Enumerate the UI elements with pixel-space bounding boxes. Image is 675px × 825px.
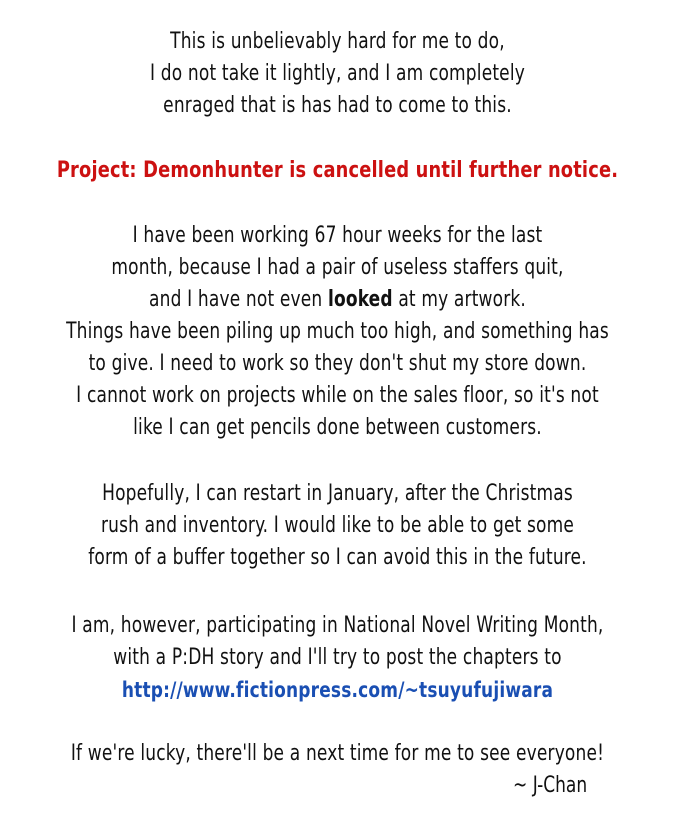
announcement-headline-block	[0, 155, 675, 187]
work-line-3	[47, 284, 628, 316]
work-line-5: to give. I need to work so they don't shut my store down.	[88, 351, 587, 376]
work-line-4: Things have been piling up much too high, and something has	[66, 319, 609, 344]
restart-paragraph	[0, 478, 675, 574]
work-paragraph	[0, 220, 675, 444]
work-line-2: month, because I had a pair of useless staffers quit,	[111, 255, 564, 280]
intro-line-3: enraged that is has had to come to this.	[163, 93, 512, 118]
nanowrimo-paragraph	[0, 610, 675, 706]
restart-line-1: Hopefully, I can restart in January, after the Christmas	[102, 481, 573, 506]
nanowrimo-line-1: I am, however, participating in National Novel Writing Month,	[71, 613, 604, 638]
intro-paragraph	[0, 26, 675, 122]
closing-paragraph	[0, 738, 675, 770]
closing-line: If we're lucky, there'll be a next time for me to see everyone!	[70, 741, 605, 766]
work-line-1: I have been working 67 hour weeks for the last	[132, 223, 543, 248]
work-line-6: I cannot work on projects while on the sales floor, so it's not	[76, 383, 599, 408]
signature: ~ J-Chan	[512, 773, 587, 798]
work-line-3-end: at my artwork.	[392, 287, 526, 312]
fictionpress-link[interactable]: http://www.fictionpress.com/~tsuyufujiwara	[121, 678, 554, 702]
work-line-3-start: and I have not even	[148, 287, 328, 312]
restart-line-2: rush and inventory. I would like to be able to get some	[100, 513, 575, 538]
restart-line-3: form of a buffer together so I can avoid this in the future.	[88, 545, 587, 570]
intro-line-2: I do not take it lightly, and I am completely	[150, 61, 525, 86]
work-line-7: like I can get pencils done between customers.	[133, 415, 542, 440]
intro-line-1: This is unbelievably hard for me to do,	[170, 29, 505, 54]
nanowrimo-line-2: with a P:DH story and I'll try to post the chapters to	[113, 645, 562, 670]
emphasis-looked: looked	[327, 287, 393, 312]
cancellation-headline: Project: Demonhunter is cancelled until further notice.	[56, 158, 619, 183]
